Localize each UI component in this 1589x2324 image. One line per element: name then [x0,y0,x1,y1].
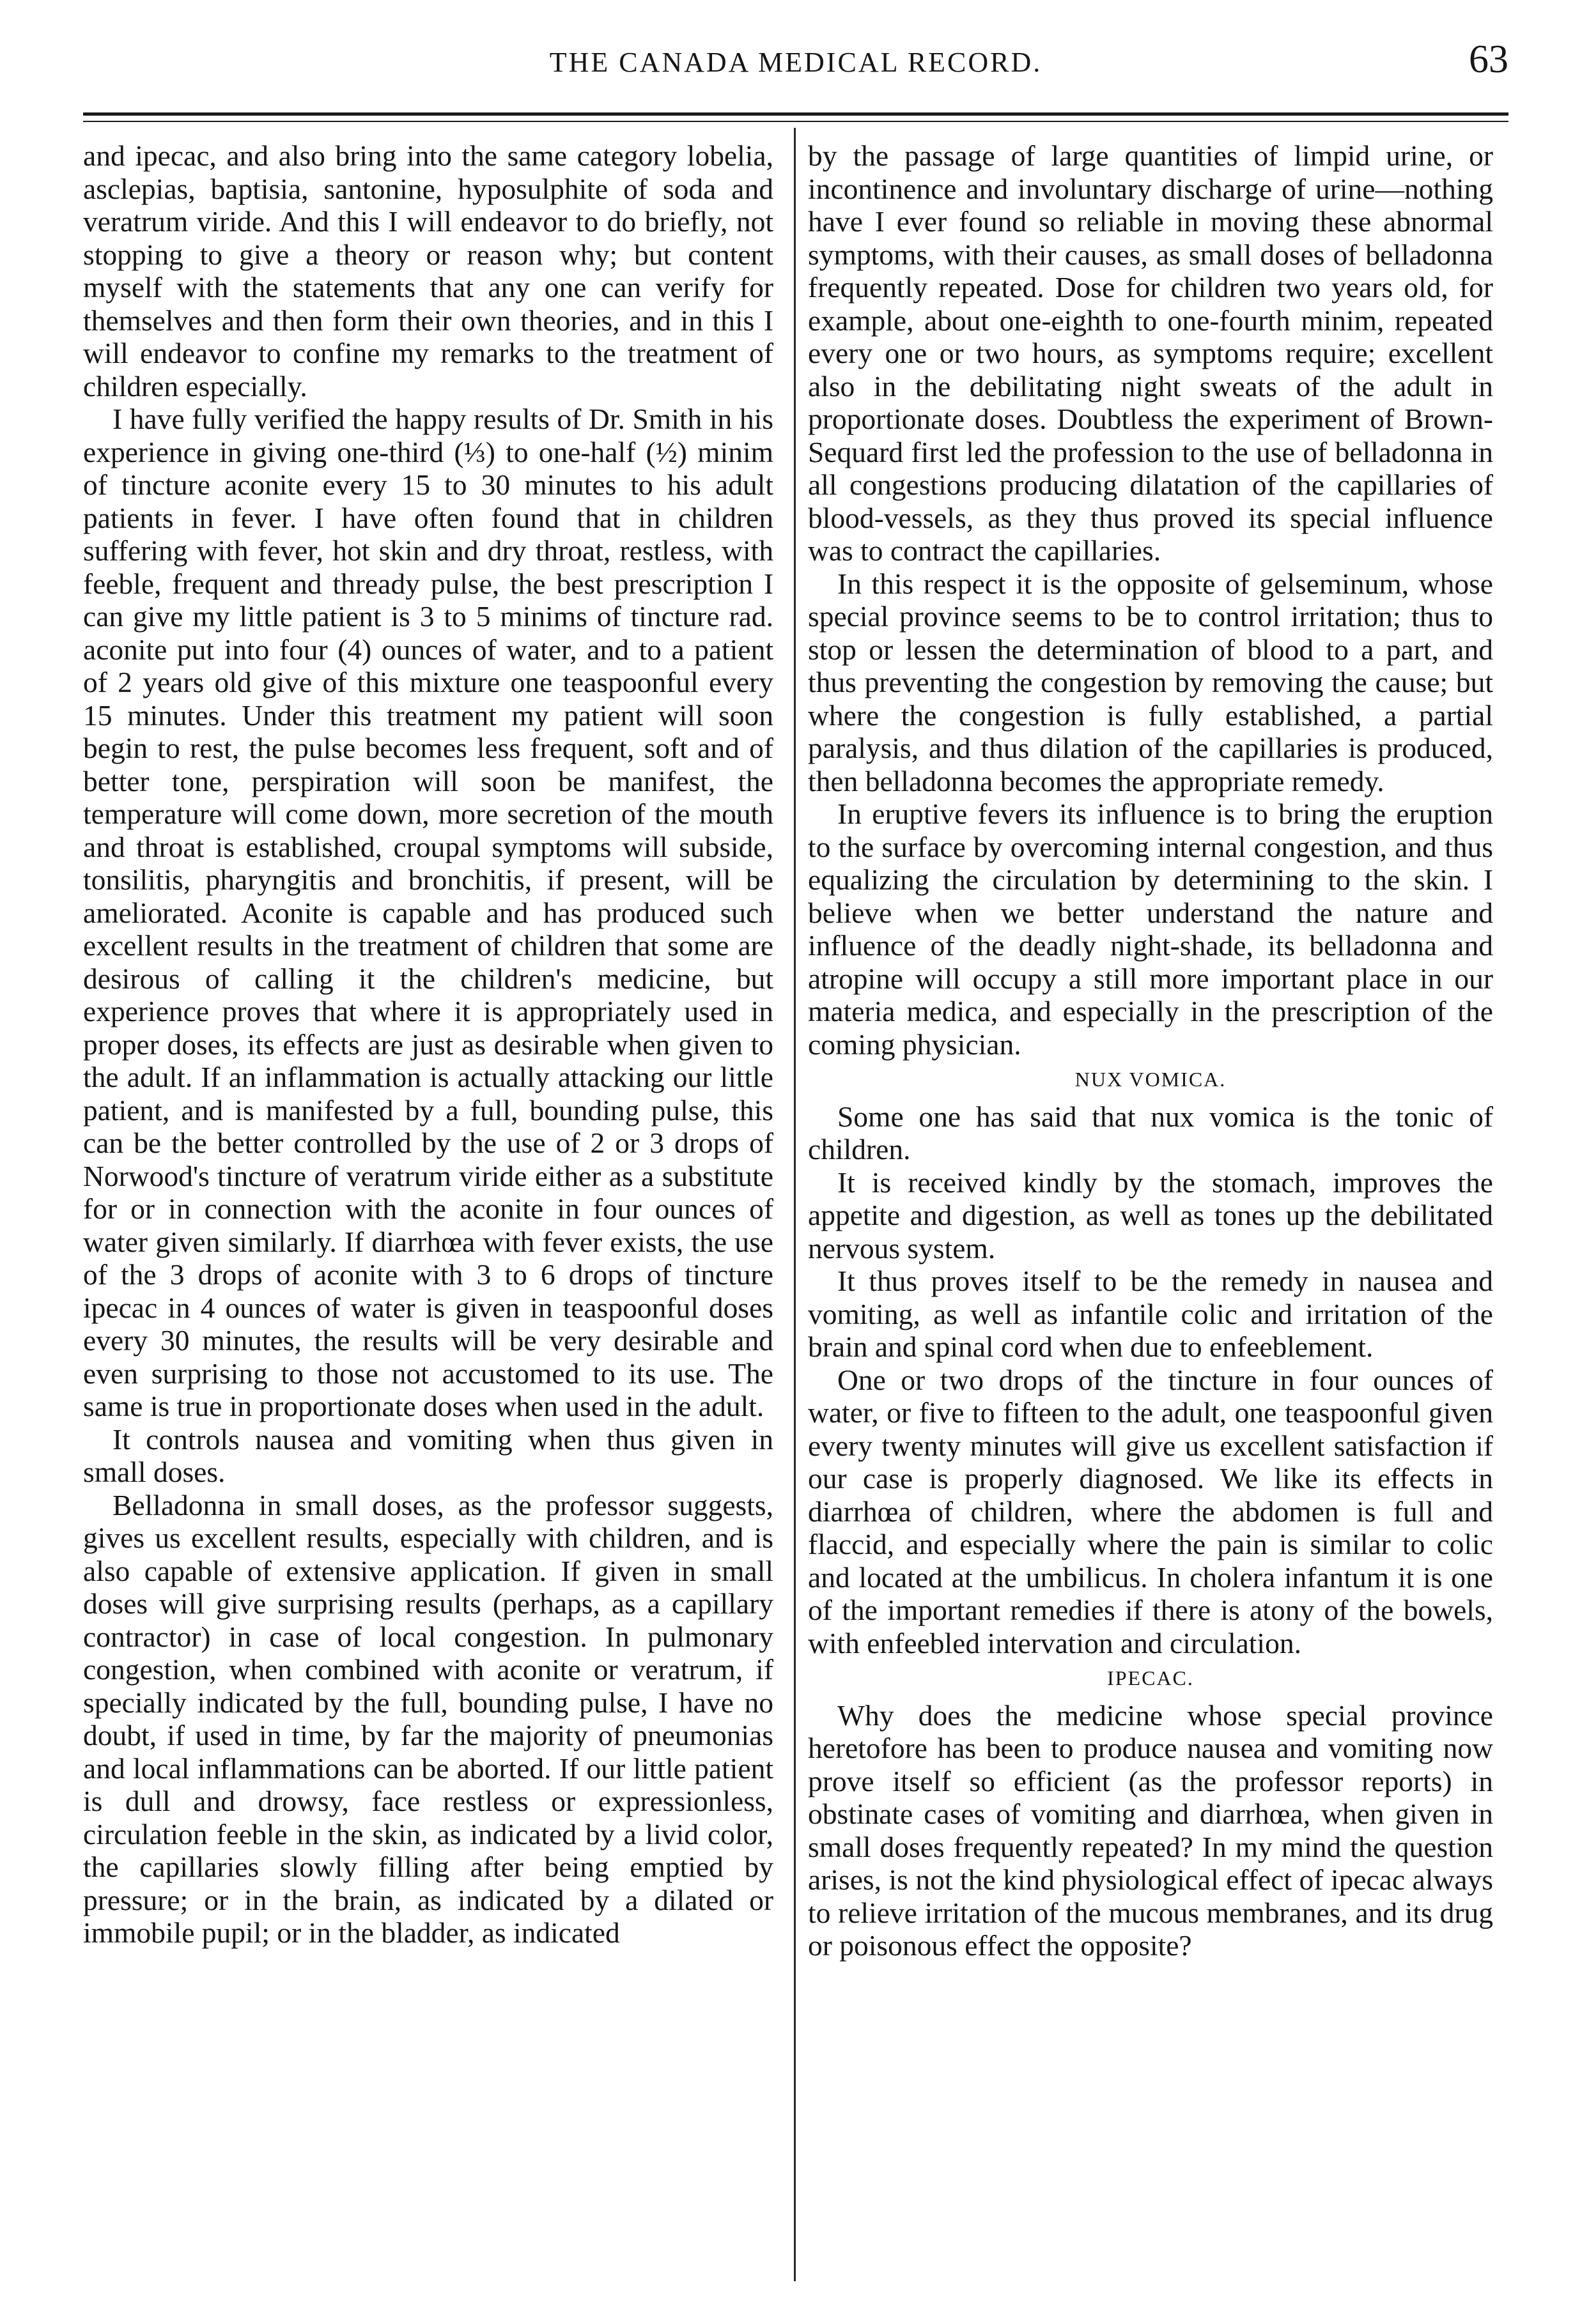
paragraph: I have fully verified the happy results of Dr. Smith in his experience in giving one-third (⅓) to one-half (½) minim of tincture aconite every 15 to 30 minutes to his adult patients in fever. I have often found that in children suffering with fever, hot skin and dry throat, restless, with feeble, frequent and thready pulse, the best prescription I can give my little patient is 3 to 5 minims of tincture rad. aconite put into four (4) ounces of water, and to a patient of 2 years old give of this mixture one teaspoonful every 15 minutes. Under this treatment my patient will soon begin to rest, the pulse becomes less frequent, soft and of better tone, perspiration will soon be manifest, the temperature will come down, more secretion of the mouth and throat is established, croupal symptoms will subside, tonsilitis, pharyngitis and bronchitis, if present, will be ameliorated. Aconite is capable and has produced such excellent results in the treatment of children that some are desirous of calling it the children's medicine, but experience proves that where it is appropriately used in proper doses, its effects are just as desirable when given to the adult. If an inflammation is actually attacking our little patient, and is manifested by a full, bounding pulse, this can be the better controlled by the use of 2 or 3 drops of Norwood's tincture of veratrum viride either as a substitute for or in connection with the aconite in four ounces of water given similarly. If diarrhœa with fever exists, the use of the 3 drops of aconite with 3 to 6 drops of tincture ipecac in 4 ounces of water is given in teaspoonful doses every 30 minutes, the results will be very desirable and even surprising to those not accustomed to its use. The same is true in proportionate doses when used in the adult. [83,403,773,1422]
paragraph: and ipecac, and also bring into the same category lobelia, asclepias, baptisia, santonine, hyposulphite of soda and veratrum viride. And this I will endeavor to do briefly, not stopping to give a theory or reason why; but content myself with the statements that any one can verify for themselves and then form their own theories, and in this I will endeavor to confine my remarks to the treatment of children especially. [83,139,773,403]
paragraph: It is received kindly by the stomach, improves the appetite and digestion, as well as tones up the debilitated nervous system. [808,1166,1493,1265]
right-column [808,139,1493,2293]
paragraph: One or two drops of the tincture in four ounces of water, or five to fifteen to the adult, one teaspoonful given every twenty minutes will give us excellent satisfaction if our case is properly diagnosed. We like its effects in diarrhœa of children, where the abdomen is full and flaccid, and especially where the pain is similar to colic and located at the umbilicus. In cholera infantum it is one of the important remedies if there is atony of the bowels, with enfeebled intervation and circulation. [808,1363,1493,1659]
paragraph: In this respect it is the opposite of gelseminum, whose special province seems to be to control irritation; thus to stop or lessen the determination of blood to a part, and thus preventing the congestion by removing the cause; but where the congestion is fully established, a partial paralysis, and thus dilation of the capillaries is produced, then belladonna becomes the appropriate remedy. [808,567,1493,797]
paragraph: It controls nausea and vomiting when thus given in small doses. [83,1422,773,1488]
left-column [83,139,773,2293]
paragraph: It thus proves itself to be the remedy in nausea and vomiting, as well as infantile colic and irritation of the brain and spinal cord when due to enfeeblement. [808,1265,1493,1363]
section-heading-ipecac: IPECAC. [1107,1666,1194,1689]
column-divider [794,128,796,2281]
paragraph: Some one has said that nux vomica is the tonic of children. [808,1100,1493,1166]
section-heading-nux-vomica: NUX VOMICA. [1074,1068,1227,1091]
paragraph: In eruptive fevers its influence is to bring the eruption to the surface by overcoming internal congestion, and thus equalizing the circulation by determining to the skin. I believe when we better understand the nature and influence of the deadly night-shade, its belladonna and atropine will occupy a still more important place in our materia medica, and especially in the prescription of the coming physician. [808,797,1493,1061]
running-title: THE CANADA MEDICAL RECORD. [549,47,1043,78]
paragraph: Belladonna in small doses, as the professor suggests, gives us excellent results, especially with children, and is also capable of extensive application. If given in small doses will give surprising results (perhaps, as a capillary contractor) in case of local congestion. In pulmonary congestion, when combined with aconite or veratrum, if specially indicated by the full, bounding pulse, I have no doubt, if used in time, by far the majority of pneumonias and local inflammations can be aborted. If our little patient is dull and drowsy, face restless or expressionless, circulation feeble in the skin, as indicated by a livid color, the capillaries slowly filling after being emptied by pressure; or in the brain, as indicated by a dilated or immobile pupil; or in the bladder, as indicated [83,1488,773,1949]
header-rule-thick [83,112,1508,116]
paragraph: Why does the medicine whose special province heretofore has been to produce nausea and vomiting now prove itself so efficient (as the professor reports) in obstinate cases of vomiting and diarrhœa, when given in small doses frequently repeated? In my mind the question arises, is not the kind physiological effect of ipecac always to relieve irritation of the mucous membranes, and its drug or poisonous effect the opposite? [808,1698,1493,1962]
header-rule-thin [83,121,1508,122]
page-header [83,37,1508,107]
page-number: 63 [1469,38,1508,81]
paragraph: by the passage of large quantities of limpid urine, or incontinence and involuntary discharge of urine—nothing have I ever found so reliable in moving these abnormal symptoms, with their causes, as small doses of belladonna frequently repeated. Dose for children two years old, for example, about one-eighth to one-fourth minim, repeated every one or two hours, as symptoms require; excellent also in the debilitating night sweats of the adult in proportionate doses. Doubtless the experiment of Brown-Sequard first led the profession to the use of belladonna in all congestions producing dilatation of the capillaries of blood-vessels, as they thus proved its special influence was to contract the capillaries. [808,139,1493,567]
